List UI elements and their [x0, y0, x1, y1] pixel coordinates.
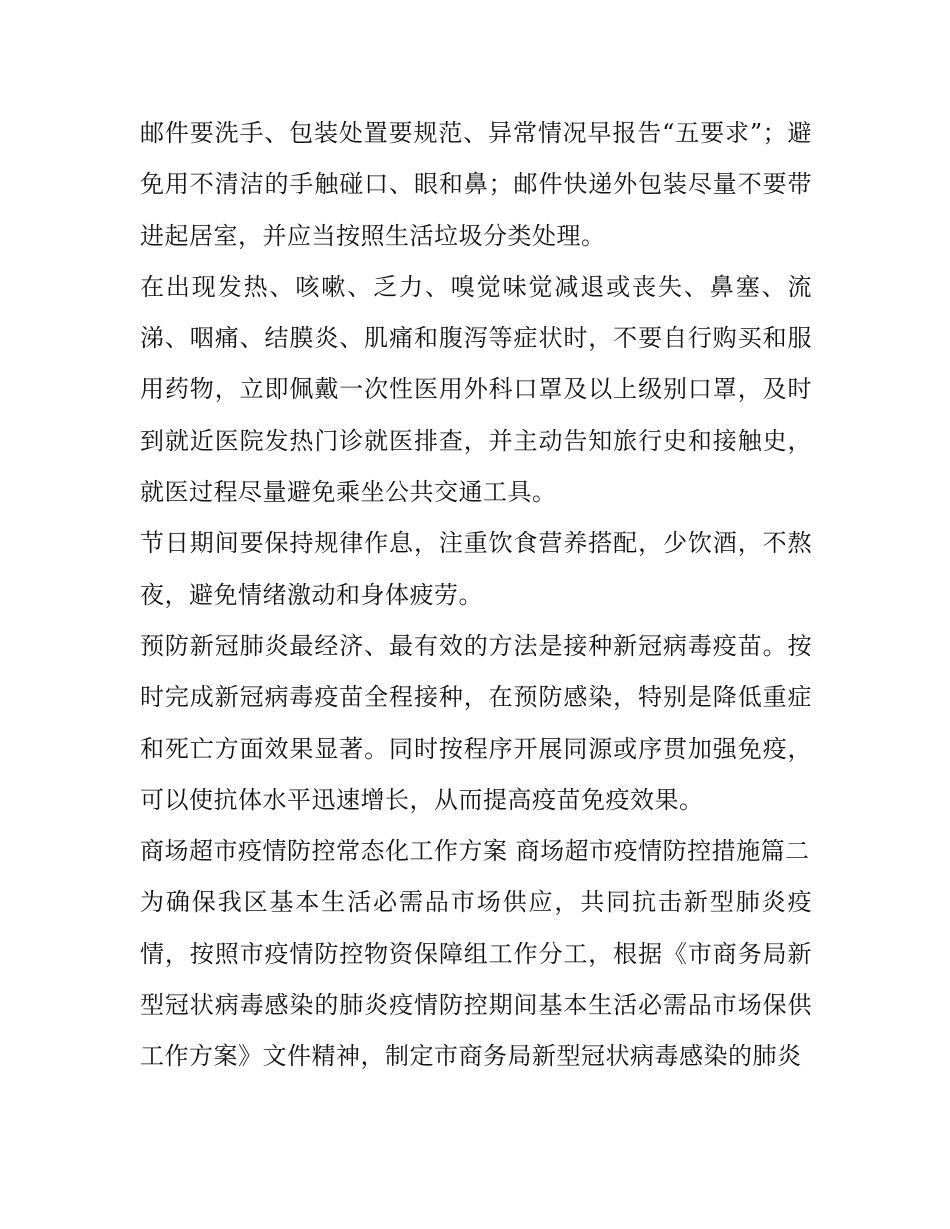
paragraph-vaccination: 预防新冠肺炎最经济、最有效的方法是接种新冠病毒疫苗。按时完成新冠病毒疫苗全程接种，在预防感染，特别是降低重症和死亡方面效果显著。同时按程序开展同源或序贯加强免疫，可以使抗体水平迅速增长，从而提高疫苗免疫效果。 [140, 631, 812, 814]
paragraph-supply-plan: 为确保我区基本生活必需品市场供应，共同抗击新型肺炎疫情，按照市疫情防控物资保障组工作分工，根据《市商务局新型冠状病毒感染的肺炎疫情防控期间基本生活必需品市场保供工作方案》文件精神，制定市商务局新型冠状病毒感染的肺炎 [140, 888, 812, 1071]
document-body [140, 108, 812, 1083]
paragraph-holiday-routine: 节日期间要保持规律作息，注重饮食营养搭配，少饮酒，不熬夜，避免情绪激动和身体疲劳。 [140, 529, 812, 609]
paragraph-mail-handling: 邮件要洗手、包装处置要规范、异常情况早报告“五要求”；避免用不清洁的手触碰口、眼和鼻；邮件快递外包装尽量不要带进起居室，并应当按照生活垃圾分类处理。 [140, 119, 812, 250]
section-heading: 商场超市疫情防控常态化工作方案 商场超市疫情防控措施篇二 [140, 837, 810, 866]
paragraph-symptoms: 在出现发热、咳嗽、乏力、嗅觉味觉减退或丧失、鼻塞、流涕、咽痛、结膜炎、肌痛和腹泻等症状时，不要自行购买和服用药物，立即佩戴一次性医用外科口罩及以上级别口罩，及时到就近医院发热门诊就医排查，并主动告知旅行史和接触史，就医过程尽量避免乘坐公共交通工具。 [140, 272, 812, 507]
